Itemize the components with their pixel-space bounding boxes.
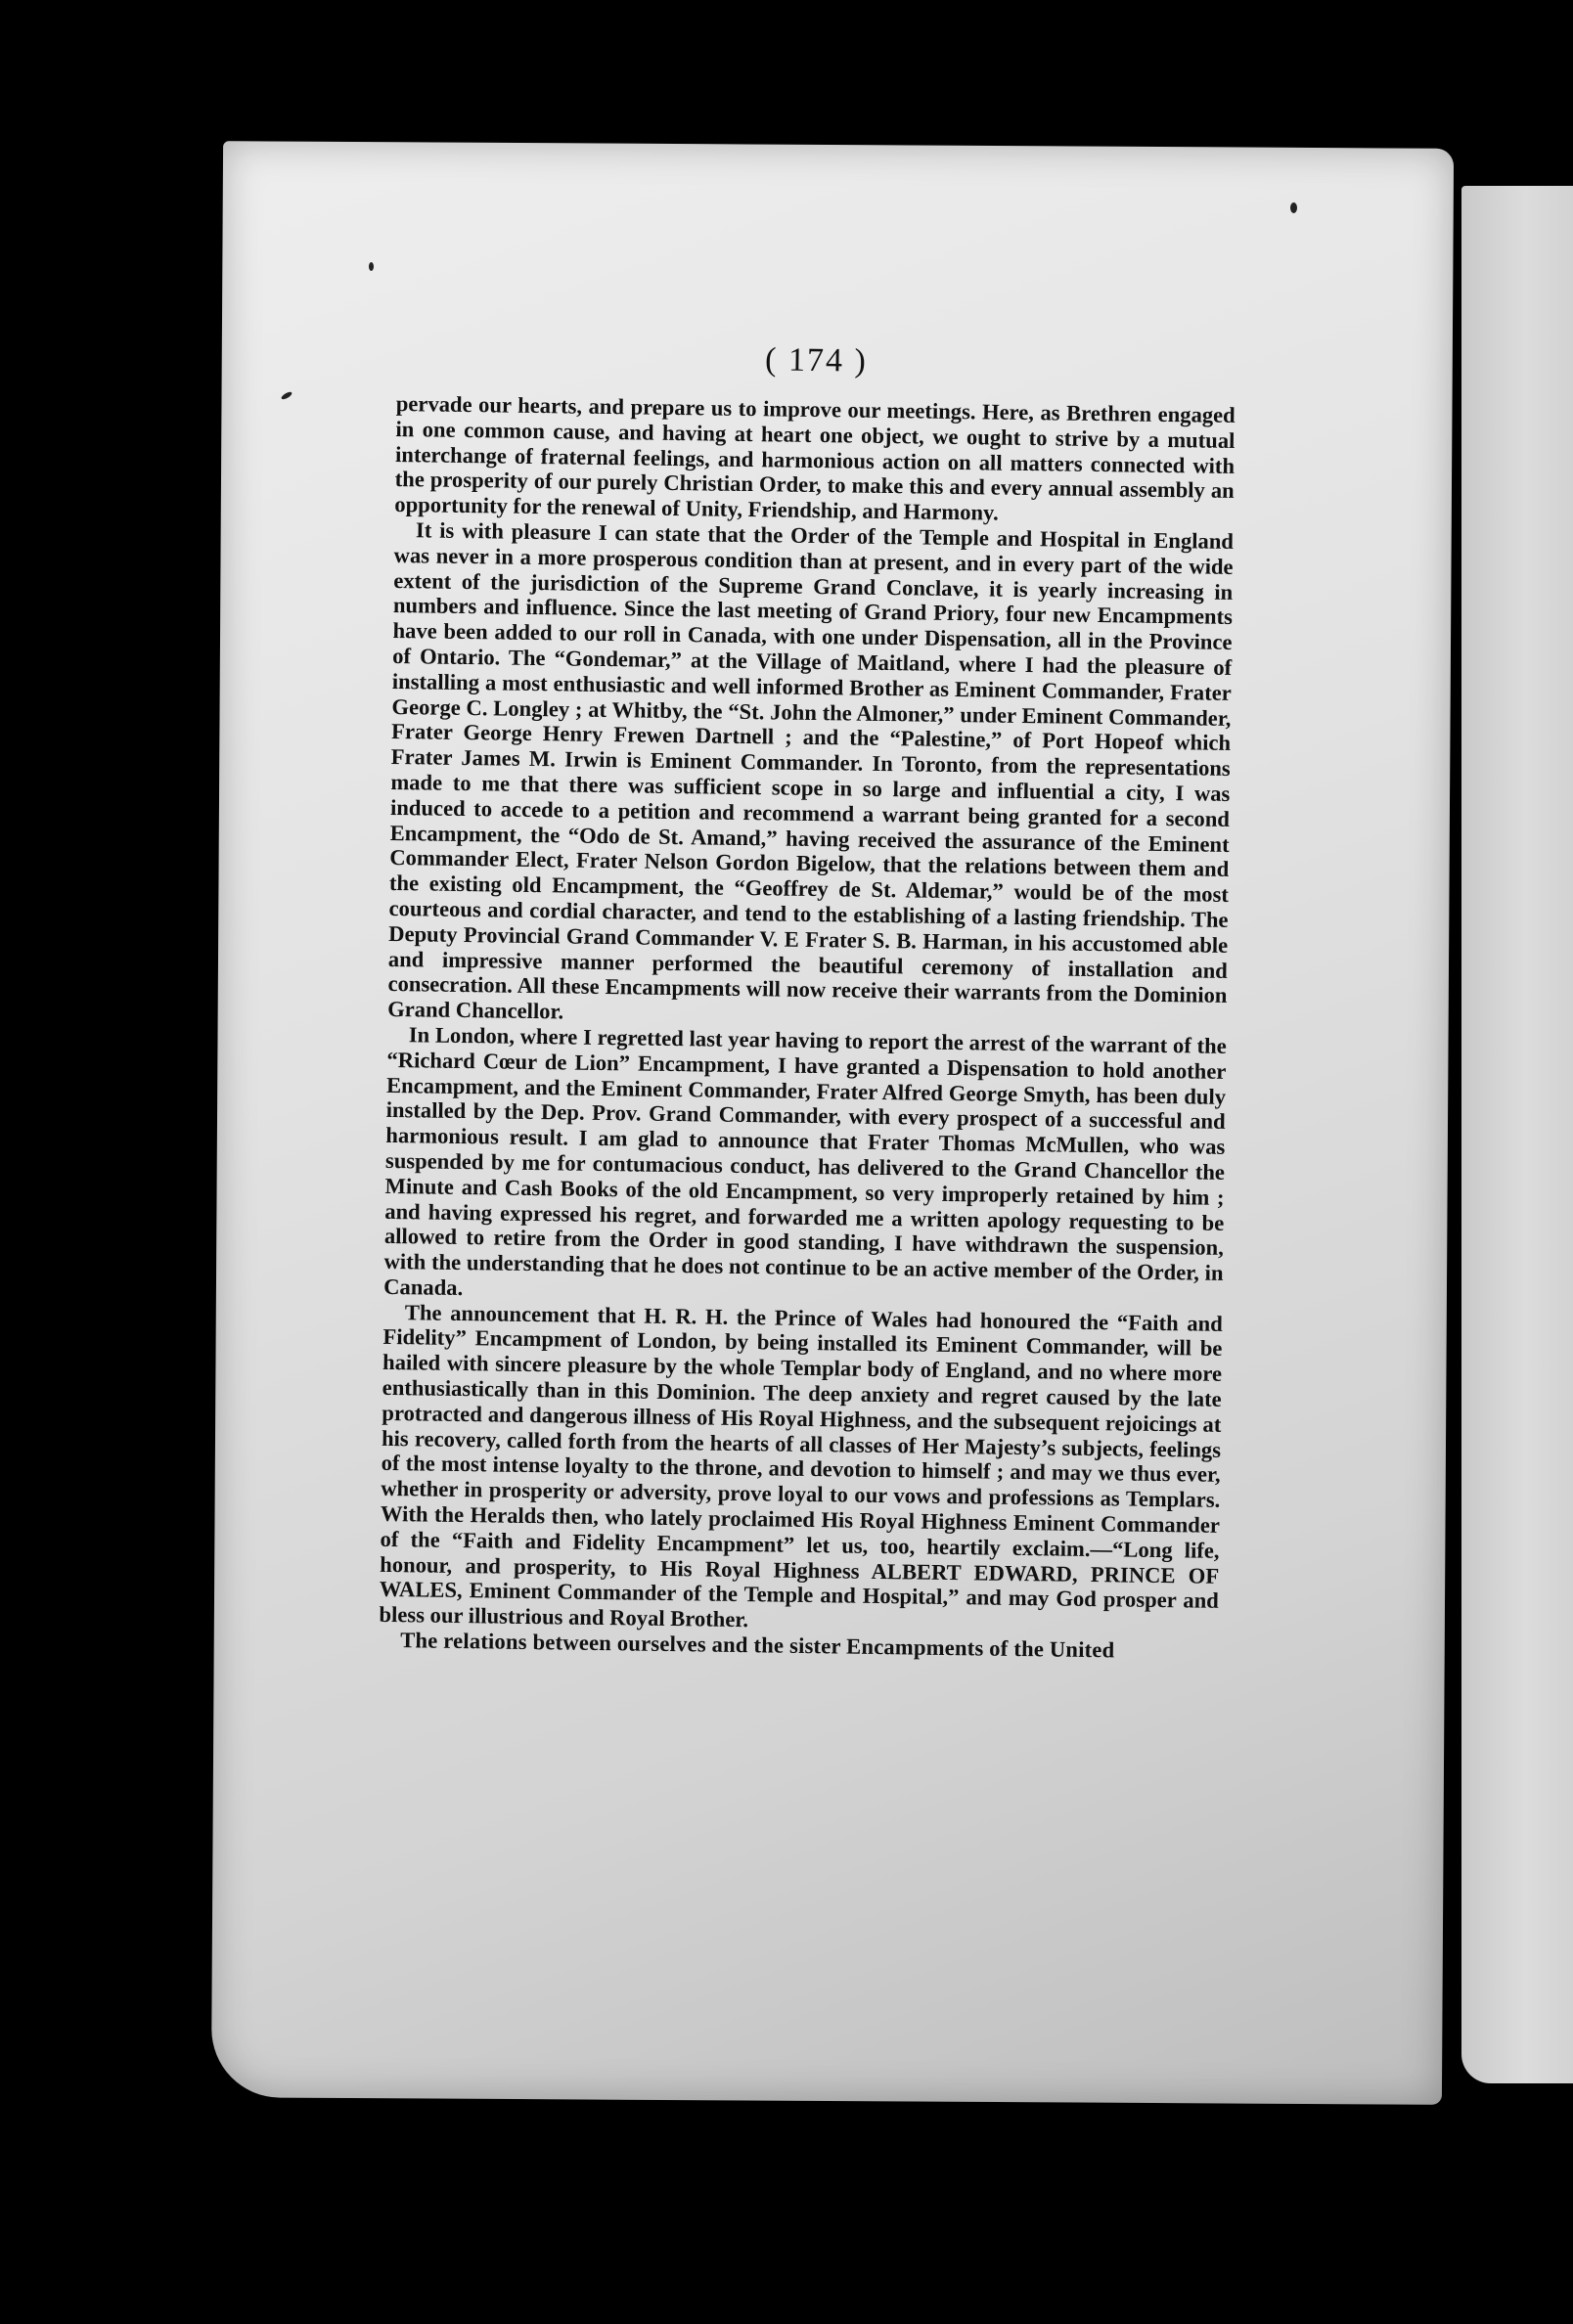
paragraph: pervade our hearts, and prepare us to improve our meetings. Here, as Brethren engaged in one common cause, and having at heart one object, we ought to strive by a mutual interchange of fraternal feelings, and harmonious action on all matters connected with the prosperity of our purely Christian Order, to make this and every annual assembly an opportunity for the renewal of Unity, Friendship, and Harmony. <box>394 391 1236 525</box>
adjacent-page-edge <box>1461 186 1573 2083</box>
paragraph: It is with pleasure I can state that the Order of the Temple and Hospital in England was never in a more prosperous condition than at present, and in every part of the wide extent of the jurisdiction of the Supreme Grand Conclave, it is yearly increasing in numbers and influence. Since the last meeting of Grand Priory, four new Encampments have been added to our roll in Canada, with one under Dispensation, all in the Province of Ontario. The “Gondemar,” at the Village of Maitland, where I had the pleasure of installing a most enthusiastic and well informed Brother as Eminent Commander, Frater George C. Longley ; at Whitby, the “St. John the Almoner,” under Eminent Commander, Frater George Henry Frewen Dartnell ; and the “Palestine,” of Port Hopeof which Frater James M. Irwin is Eminent Commander. In Toronto, from the representations made to me that there was sufficient scope in so large and influential a city, I was induced to accede to a petition and recommend a warrant being granted for a second Encampment, the “Odo de St. Amand,” having received the assurance of the Eminent Commander Elect, Frater Nelson Gordon Bigelow, that the relations between them and the existing old Encampment, the “Geoffrey de St. Aldemar,” would be of the most courteous and cordial character, and tend to the establishing of a lasting friendship. The Deputy Provincial Grand Commander V. E Frater S. B. Harman, in his accustomed able and impressive manner performed the beautiful ceremony of installation and consecration. All these Encampments will now receive their warrants from the Dominion Grand Chancellor. <box>387 517 1235 1024</box>
page-number: ( 174 ) <box>764 341 869 380</box>
ink-speck <box>1290 202 1297 213</box>
ink-speck <box>369 262 374 271</box>
page-text <box>379 341 1236 1665</box>
paragraph: In London, where I regretted last year having to report the arrest of the warrant of the “Richard Cœur de Lion” Encampment, I have granted a Dispensation to hold another Encampment, and the Eminent Commander, Frater Alfred George Smyth, has been duly installed by the Dep. Prov. Grand Commander, with every prospect of a successful and harmonious result. I am glad to announce that Frater Thomas McMullen, who was suspended by me for contumacious conduct, has delivered to the Grand Chancellor the Minute and Cash Books of the old Encampment, so very improperly retained by him ; and having expressed his regret, and forwarded me a written apology requesting to be allowed to retire from the Order in good standing, I have withdrawn the suspension, with the understanding that he does not continue to be an active member of the Order, in Canada. <box>383 1022 1227 1300</box>
paragraph-continued: The relations between ourselves and the sister Encampments of the United <box>399 1628 1115 1663</box>
paragraph: The announcement that H. R. H. the Prince of Wales had honoured the “Faith and Fidelity” Encampment of London, by being installed its Eminent Commander, will be hailed with sincere pleasure by the whole Templar body of England, and no where more enthusiastically than in this Dominion. The deep anxiety and regret caused by the late protracted and dangerous illness of His Royal Highness, and the subsequent rejoicings at his recovery, called forth from the hearts of all classes of Her Majesty’s subjects, feelings of the most intense loyalty to the throne, and devotion to himself ; and may we thus ever, whether in prosperity or adversity, prove loyal to our vows and professions as Templars. With the Heralds then, who lately proclaimed His Royal Highness Eminent Commander of the “Faith and Fidelity Encampment” let us, too, heartily exclaim.—“Long life, honour, and prosperity, to His Royal Highness ALBERT EDWARD, PRINCE OF WALES, Eminent Commander of the Temple and Hospital,” and may God prosper and bless our illustrious and Royal Brother. <box>379 1299 1223 1632</box>
